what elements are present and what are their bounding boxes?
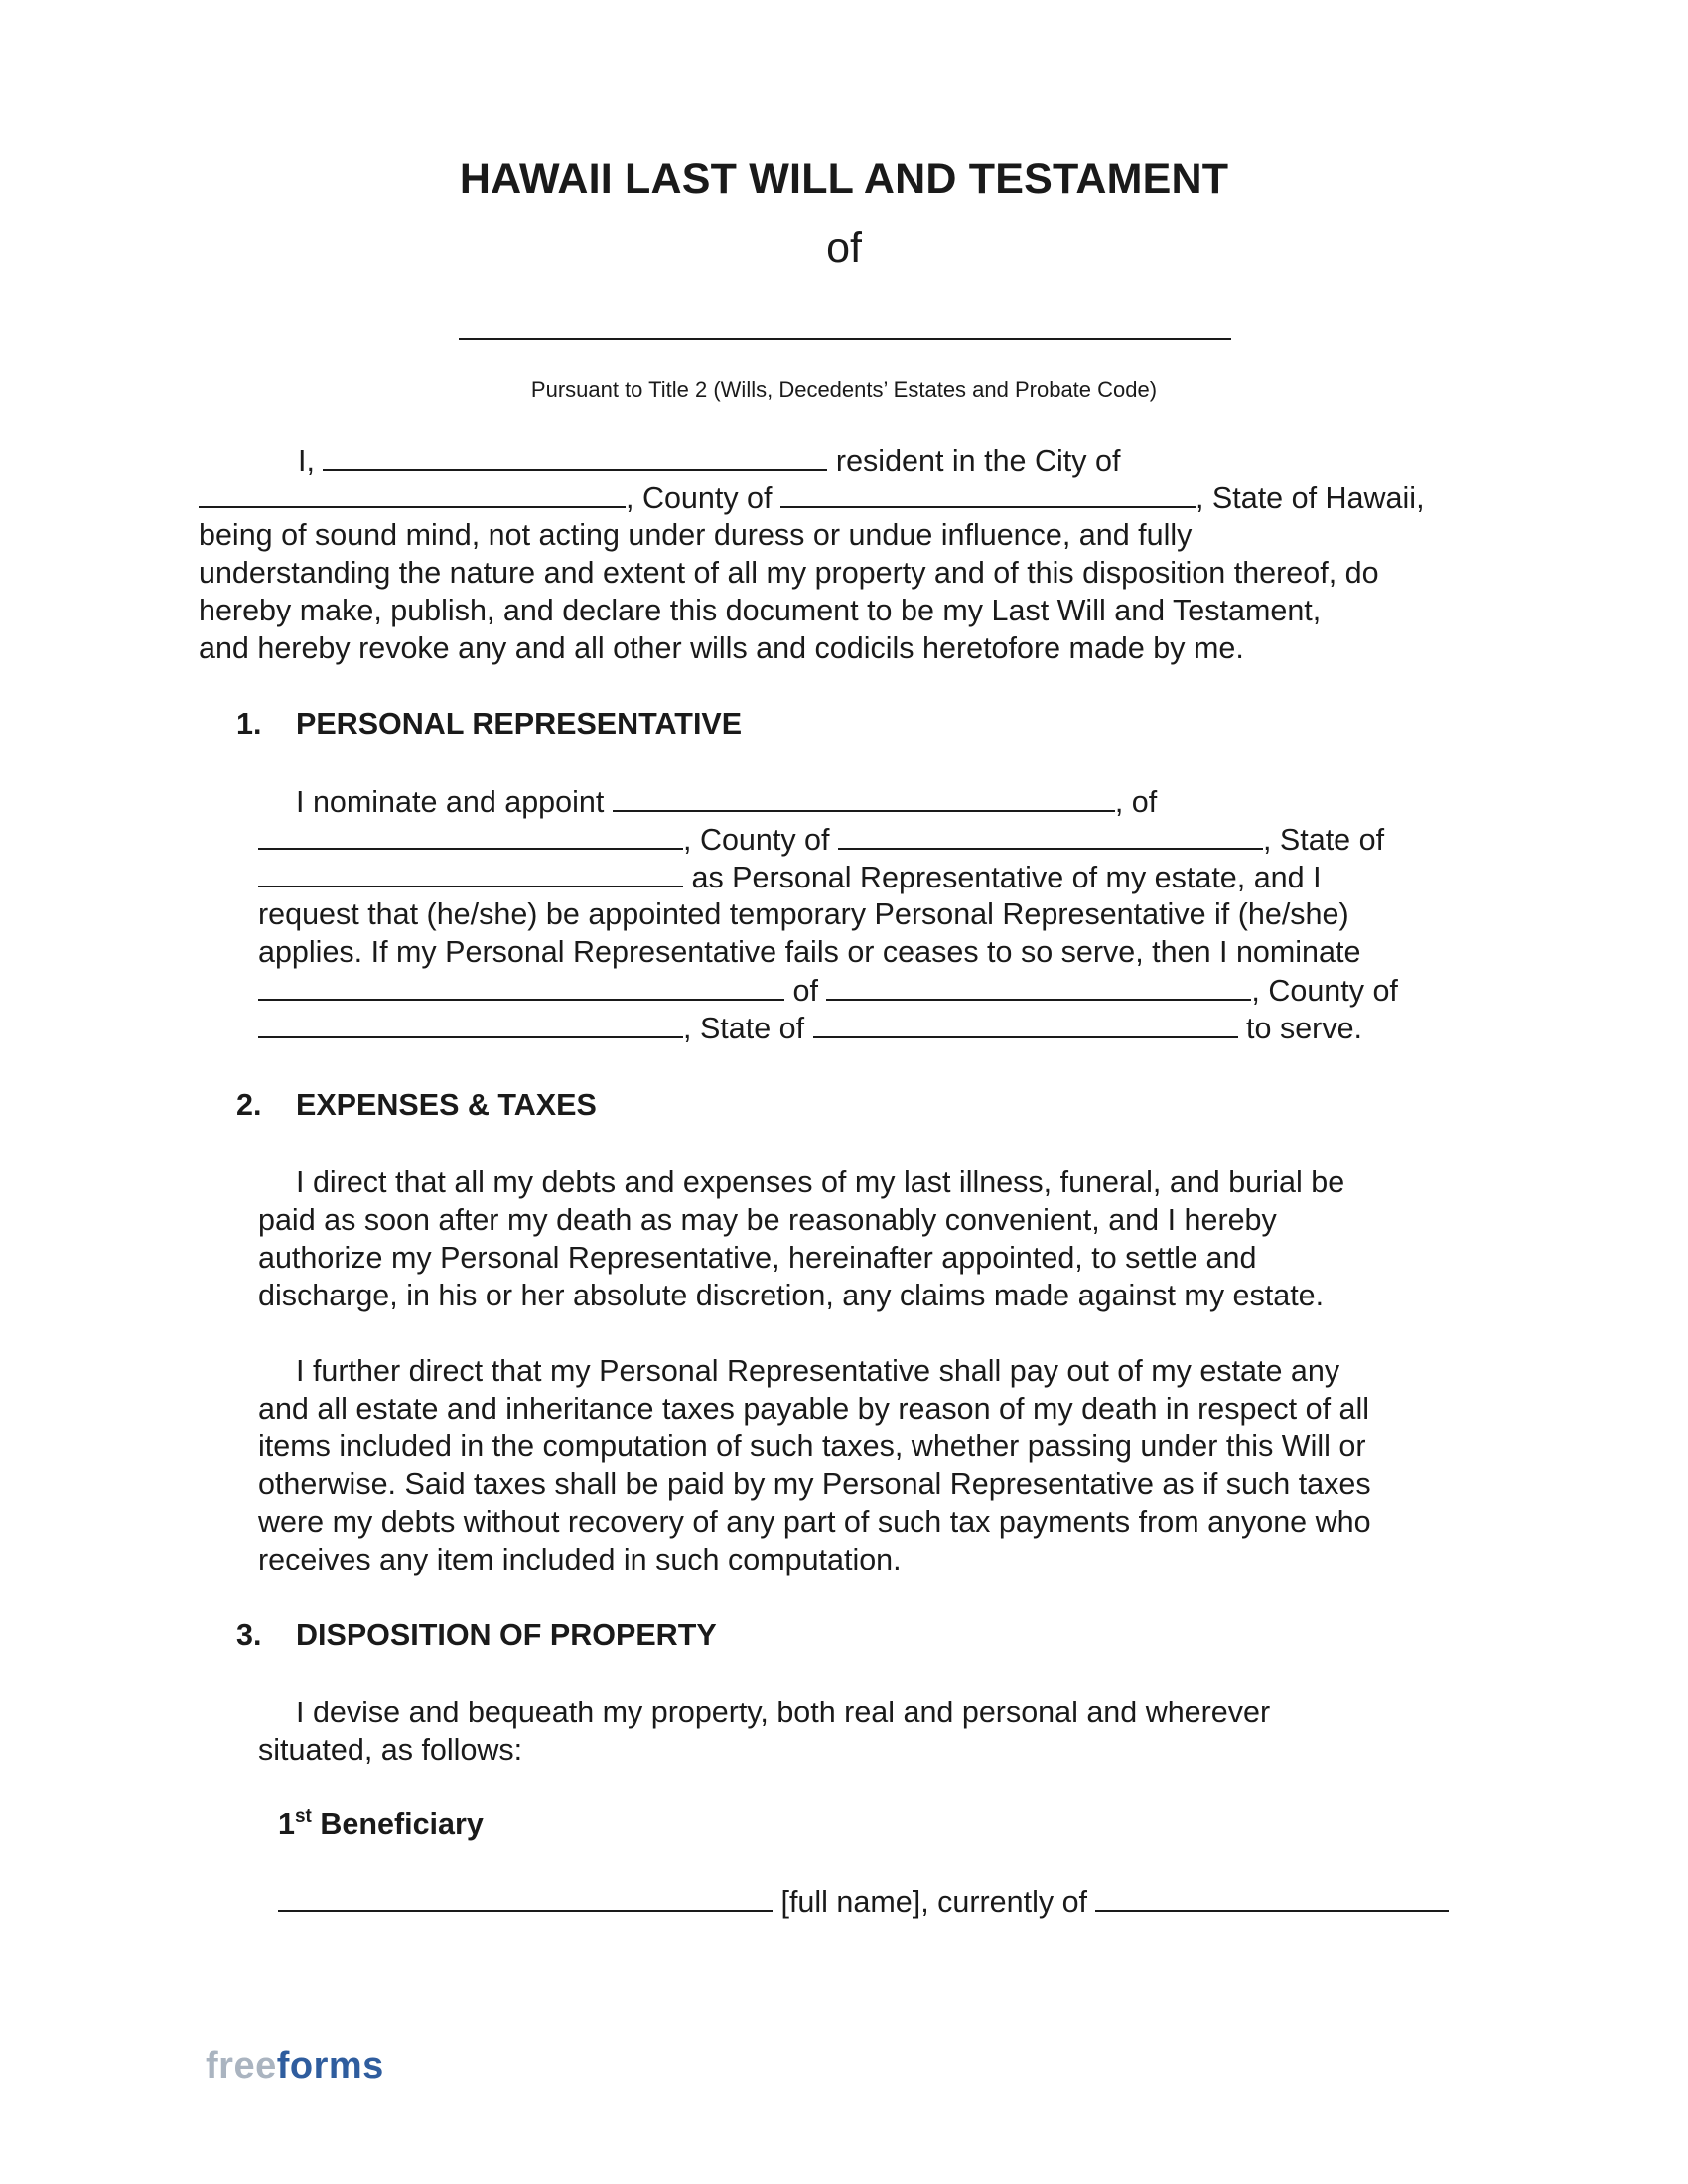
city-blank[interactable] — [199, 478, 626, 508]
section-1-line-4: request that (he/she) be appointed temporary Personal Representative if (he/she) — [258, 897, 1349, 931]
testator-name-blank[interactable] — [323, 441, 827, 471]
section-3-number: 3. — [236, 1618, 262, 1652]
section-2-p1-line: I direct that all my debts and expenses of my last illness, funeral, and burial be — [296, 1165, 1345, 1199]
intro-line-5: hereby make, publish, and declare this document to be my Last Will and Testament, — [199, 594, 1322, 627]
alt-rep-name-blank[interactable] — [258, 971, 784, 1001]
alt-rep-county-blank[interactable] — [258, 1009, 683, 1038]
section-3-p1-line: I devise and bequeath my property, both real and personal and wherever — [296, 1696, 1271, 1729]
section-1-line-5: applies. If my Personal Representative fails or ceases to so serve, then I nominate — [258, 935, 1361, 969]
rep-county-blank[interactable] — [838, 820, 1263, 850]
rep-name-blank[interactable] — [613, 782, 1115, 812]
intro-line-6: and hereby revoke any and all other wills and codicils heretofore made by me. — [199, 631, 1244, 665]
section-2-p2-line: were my debts without recovery of any part of such tax payments from anyone who — [258, 1505, 1371, 1539]
section-1-line-1: I nominate and appoint , of — [296, 782, 1157, 821]
intro-line-1: I, resident in the City of — [298, 441, 1120, 479]
section-2-p1-line: paid as soon after my death as may be reasonably convenient, and I hereby — [258, 1203, 1277, 1237]
section-1-heading: PERSONAL REPRESENTATIVE — [296, 707, 743, 741]
section-3-p1-line: situated, as follows: — [258, 1733, 523, 1767]
intro-line-4: understanding the nature and extent of all my property and of this disposition thereof, do — [199, 556, 1379, 590]
freeforms-logo: freeforms — [206, 2045, 384, 2087]
pursuant-subtitle: Pursuant to Title 2 (Wills, Decedents’ Estates and Probate Code) — [530, 377, 1158, 402]
beneficiary-heading: 1st Beneficiary — [278, 1806, 484, 1841]
section-1-line-2: , County of , State of — [258, 820, 1384, 859]
beneficiary-address-blank[interactable] — [1095, 1882, 1449, 1912]
section-1-line-3: as Personal Representative of my estate, and I — [258, 858, 1322, 896]
section-2-p1-line: discharge, in his or her absolute discretion, any claims made against my estate. — [258, 1279, 1325, 1312]
county-blank[interactable] — [780, 478, 1196, 508]
section-1-line-6: of , County of — [258, 971, 1398, 1010]
alt-rep-state-blank[interactable] — [813, 1009, 1238, 1038]
section-2-heading: EXPENSES & TAXES — [296, 1088, 597, 1122]
intro-line-2: , County of , State of Hawaii, — [199, 478, 1425, 517]
alt-rep-city-blank[interactable] — [826, 971, 1251, 1001]
section-2-p2-line: and all estate and inheritance taxes payable by reason of my death in respect of all — [258, 1392, 1370, 1426]
testator-name-field[interactable] — [459, 338, 1231, 340]
section-2-number: 2. — [236, 1088, 262, 1122]
rep-city-blank[interactable] — [258, 820, 683, 850]
section-2-p2-line: receives any item included in such computation. — [258, 1543, 902, 1576]
beneficiary-name-blank[interactable] — [278, 1882, 773, 1912]
rep-state-blank[interactable] — [258, 858, 683, 887]
section-2-p1-line: authorize my Personal Representative, hereinafter appointed, to settle and — [258, 1241, 1257, 1275]
section-1-line-7: , State of to serve. — [258, 1009, 1362, 1047]
section-2-p2-line: otherwise. Said taxes shall be paid by my Personal Representative as if such taxes — [258, 1467, 1371, 1501]
section-1-number: 1. — [236, 707, 262, 741]
intro-line-3: being of sound mind, not acting under duress or undue influence, and fully — [199, 518, 1193, 552]
section-3-heading: DISPOSITION OF PROPERTY — [296, 1618, 717, 1652]
document-title: HAWAII LAST WILL AND TESTAMENT — [459, 155, 1229, 203]
section-2-p2-line: items included in the computation of such taxes, whether passing under this Will or — [258, 1430, 1366, 1463]
document-title-of: of — [826, 224, 862, 272]
section-2-p2-line: I further direct that my Personal Representative shall pay out of my estate any — [296, 1354, 1340, 1388]
beneficiary-line-1: [full name], currently of — [278, 1882, 1449, 1921]
